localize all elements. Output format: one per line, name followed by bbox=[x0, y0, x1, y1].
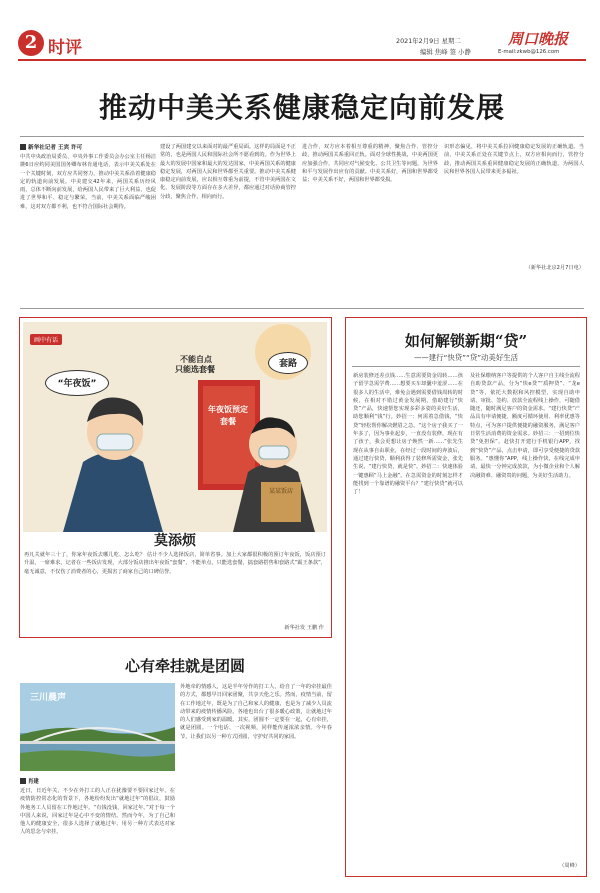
issue-date: 2021年2月9日 星期二 bbox=[396, 37, 461, 45]
header-rule bbox=[18, 59, 586, 61]
cartoon-tag: 画中有话 bbox=[30, 334, 62, 345]
shop-sign-text: 某某饭店 bbox=[268, 488, 293, 495]
essay-column-1: 近日，日近年关，不少在外打工的人正在犹豫要不要回家过年。在疫情防控常态化的背景下，各地纷纷发出“就地过年”的倡议，鼓励外地务工人员留在工作地过年。“有钱没钱，回家过年。”对于每一个中国人来说，回家过年是心中不变的情结。然而今年，为了自己和他人的健康安全，很多人选择了就地过年，用另一种方式表达对家人的思念与牵挂。 bbox=[20, 788, 175, 836]
menu-sign-text: 年夜饭预定 套餐 bbox=[208, 405, 248, 426]
photo-caption: 三川晨声 bbox=[30, 693, 67, 703]
editor-credit: 编辑 焦峰 签 小静 bbox=[420, 48, 471, 56]
lead-column-1: 中共中央政治局委员、中央外事工作委员会办公室主任杨洁篪6日应约同美国国务卿布林肯通电话，表示中美关系处在一个关键时刻，双方应共同努力，推动中美关系沿着健康稳定的轨道向前发展。中美建交42年来，两国关系历经风雨，总体不断向前发展，给两国人民带来了巨大利益，也促进了世界和平、稳定与繁荣。当前，中美关系面临严峻困难，这对双方都不利，也不符合国际社会期待。 bbox=[20, 154, 156, 210]
cartoon-caption-line2: 只能选套餐 bbox=[175, 365, 215, 374]
feature-rule bbox=[352, 366, 580, 367]
feature-source: （周峰） bbox=[559, 863, 580, 869]
essay-title: 心有牵挂就是团圆 bbox=[124, 657, 245, 675]
essay-byline: 肖建 bbox=[20, 777, 39, 785]
lead-column-4: 识形态偏见，将中美关系拉回健康稳定发展的正确轨道。当前，中美关系正处在关键节点上，双方应相向而行，管控分歧，推动两国关系重回健康稳定发展的正确轨道，为两国人民和世界各国人民带来更多福祉。 bbox=[444, 144, 584, 175]
feature-column-1: 新房装修还差点钱……生意需要资金周转……孩子留学急需学费……想要买车却囊中羞涩……在很多人的生活中，难免会遇到需要借钱周转的时候，在相对不错过黄金发展期，借助建行“快贷”产品，快速帮您实现多彩多姿的美好生活，助您顺利“钱”行。妙招一：何需着急借钱，“快贷”轻松帮你解决燃眉之急。“这个房子我买了一年多了，因为事业起步，一直没有装修，现在有了孩子，我会更想让房子焕然一新……”张先生现在从事自由职业，在经过一段时间的奔波后，通过建行快贷，顺利获得了装修所需资金，张先生说，“建行快贷，就是快”。妙招二：快速体验一键惠顾“马上金融”。在急需资金的时刻怎样才能找到一个靠谱的融资平台？“建行快贷”就可以了！ bbox=[353, 373, 463, 496]
section-title: 时评 bbox=[48, 38, 82, 58]
speech-bubble-right: 套路 bbox=[268, 352, 308, 374]
lead-source: （新华社北京2月7日电） bbox=[525, 265, 584, 271]
contact-email: E-mail:zkwb@126.com bbox=[498, 49, 560, 55]
cartoon-text: 再凡关就年三十了，你家年夜饭去哪儿吃、怎么吃？ 估计不少人选择饭店，简单省事。加上大家都很积极的预订年夜饭，饭店预订升温，一席难求。记者在一些饭店发现，大部分饭店推出年夜饭“套餐”，不能单点，只能选套餐，搞套路搭售和套路式“霸王条款”，毫无诚意，不仅伤了消费者的心，更损害了商家自己的口碑信誉。 bbox=[24, 552, 326, 575]
essay-column-2: 外地牵的情感人，这是半年劳作的打工人，给自了一年的牵挂最佳的方式，都想早日回家团聚，共享天伦之乐。然而，疫情当前，留在工作地过年，既是为了自己和家人的健康，也是为了减少人员流动带来的疫情传播风险。各地也出台了很多暖心政策，让就地过年的人们感受到家的温暖。其实，团圆不一定要在一起，心有牵挂，就是团圆。一个电话、一次视频，同样能传递浓浓亲情。今年春节，让我们以另一种方式团圆，守护好共同的家园。 bbox=[180, 684, 332, 740]
page-number-badge: 2 bbox=[18, 30, 44, 56]
speech-bubble-left: “年夜饭” bbox=[45, 370, 109, 396]
headline-rule bbox=[20, 136, 584, 137]
cartoon-caption-line1: 不能自点 bbox=[180, 355, 212, 364]
lead-headline: 推动中美关系健康稳定向前发展 bbox=[98, 91, 505, 124]
cartoon-title: 莫添烦 bbox=[154, 533, 196, 549]
feature-column-2: 及社保缴纳客户等提供的个人客户自主线全流程自助贷款产品，分为“快e贷”“质押贷”、“龙e贷”等，依托大数据和风控模型，实现自助申请、审批、签约、放款全流程线上操作，可随借随还，随时满足客户的资金需求。“建行快贷”产品具有申请便捷、额度可循环使用、利率优惠等特点，可为客户提供便捷的融资服务，满足客户日常生活消费的资金需求。妙招三：一招到位快贷“免担保”。赶快打开建行手机银行APP，找到“快贷”产品，点击申请，即可享受便捷的贷款服务。“惠懂你”APP，线上操作快，在线完成申请，最快一分钟完成放款，为小微企业和个人解决融资难、融资贵的问题，为美好生活助力。 bbox=[470, 373, 580, 479]
newspaper-logo: 周口晚报 bbox=[508, 30, 569, 48]
lead-byline: 新华社记者 王宾 许可 bbox=[20, 143, 82, 151]
section-rule bbox=[20, 308, 584, 309]
cartoon-author: 新华社发 王鹏 作 bbox=[284, 625, 324, 631]
feature-subtitle: ——建行“快贷”“贷”动美好生活 bbox=[413, 353, 518, 362]
feature-title: 如何解锁新期“贷” bbox=[404, 332, 528, 350]
lead-column-2: 建设了两国建交以来面对的最严重局面。这样的局面是不正常的，也是两国人民和国际社会所不愿看到的。作为世界上最大的发展中国家和最大的发达国家，中美两国关系的健康稳定发展，对两国人民和世界都至关重要。推动中美关系健康稳定向前发展，应以相互尊重为前提，不管中美两国在文化、发展阶段等方面存在多大差异，都应通过对话协商管控分歧，聚焦合作，相向而行。 bbox=[160, 144, 296, 200]
lead-column-3: 进合作，双方应本着相互尊重的精神，聚焦合作、管控分歧，推动两国关系重回正轨。面对全球性挑战，中美两国更应加强合作，共同应对气候变化、公共卫生等问题，为世界和平与发展作出应有的贡献。中美关系好，两国和世界都受益；中美关系不好，两国和世界都受损。 bbox=[302, 144, 438, 184]
